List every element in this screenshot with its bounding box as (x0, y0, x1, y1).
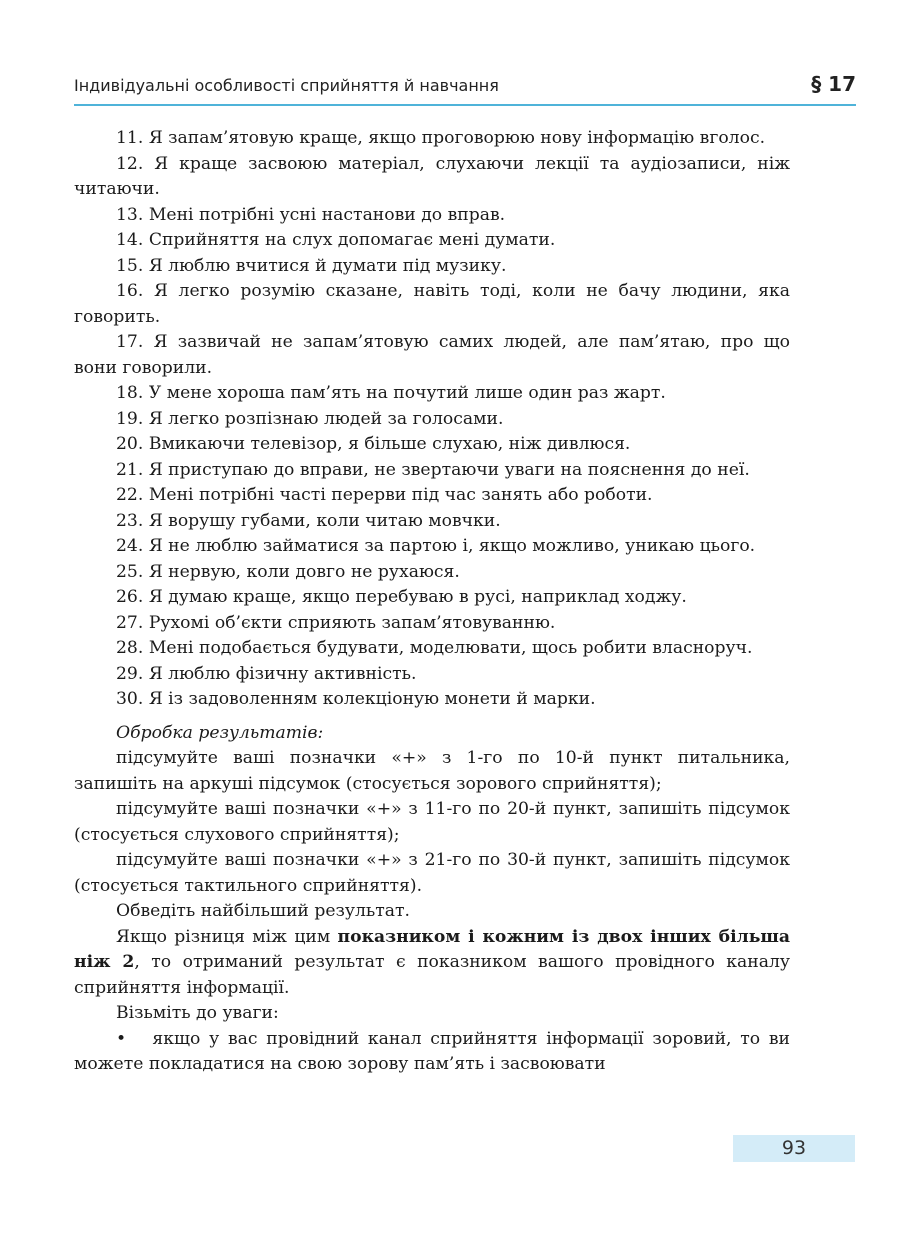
item-number: 19. (116, 408, 144, 429)
item-text: Рухомі об’єкти сприяють запам’ятовуванню. (148, 612, 556, 633)
list-item (74, 152, 790, 203)
list-item (74, 279, 790, 330)
results-paragraph: підсумуйте ваші позначки «+» з 11-го по 20-й пункт, запишіть підсумок (стосується слухового сприйняття); (74, 799, 790, 845)
item-number: 18. (116, 383, 144, 403)
item-text: Я не люблю займатися за партою і, якщо можливо, уникаю цього. (148, 536, 756, 556)
list-item (74, 687, 790, 713)
results-heading: Обробка результатів: (116, 722, 324, 743)
chapter-title: Індивідуальні особливості сприйняття й навчання (74, 76, 499, 95)
item-text: Я із задоволенням колекціоную монети й марки. (148, 689, 596, 709)
list-item (74, 407, 790, 433)
list-item (74, 228, 790, 254)
item-number: 17. (116, 332, 144, 352)
list-item (74, 560, 790, 586)
item-number: 14. (116, 230, 144, 250)
item-number: 30. (116, 689, 144, 709)
item-number: 13. (116, 204, 144, 225)
results-paragraph (74, 925, 790, 1002)
list-item (74, 381, 790, 407)
text-run: Якщо різниця між цим (116, 926, 338, 947)
bullet-item (74, 1027, 790, 1078)
results-paragraph: Візьміть до уваги: (116, 1003, 279, 1023)
list-item (74, 662, 790, 688)
item-text: Я запам’ятовую краще, якщо проговорюю нову інформацію вголос. (148, 128, 766, 148)
item-number: 27. (116, 612, 144, 633)
list-item (74, 254, 790, 280)
page-content (74, 126, 790, 1078)
item-text: Я думаю краще, якщо перебуваю в русі, наприклад ходжу. (148, 587, 687, 607)
item-number: 21. (116, 459, 144, 480)
item-text: Я ворушу губами, коли читаю мовчки. (148, 510, 501, 531)
list-item (74, 534, 790, 560)
item-text: Мені подобається будувати, моделювати, щось робити власноруч. (148, 638, 753, 658)
list-item (74, 330, 790, 381)
item-number: 24. (116, 536, 144, 556)
item-number: 23. (116, 510, 144, 531)
page-number: 93 (733, 1135, 855, 1162)
item-number: 28. (116, 638, 144, 658)
item-text: Я люблю фізичну активність. (148, 663, 417, 684)
bullet-mark: • (116, 1028, 127, 1049)
item-text: Я легко розпізнаю людей за голосами. (148, 408, 504, 429)
list-item (74, 585, 790, 611)
item-text: Я нервую, коли довго не рухаюся. (148, 561, 460, 582)
item-number: 12. (116, 153, 144, 174)
item-number: 25. (116, 561, 144, 582)
results-paragraph: підсумуйте ваші позначки «+» з 21-го по 30-й пункт, запишіть підсумок (стосується тактильного сприйняття). (74, 850, 790, 896)
list-item (74, 432, 790, 458)
item-text: Сприйняття на слух допомагає мені думати. (148, 230, 556, 250)
list-item (74, 458, 790, 484)
item-text: У мене хороша пам’ять на почутий лише один раз жарт. (148, 383, 666, 403)
questionnaire-list (74, 126, 790, 713)
bold-text: показником і кожним із двох інших більша ніж 2 (74, 926, 790, 972)
item-number: 11. (116, 128, 144, 148)
list-item (74, 509, 790, 535)
section-number: § 17 (811, 72, 856, 96)
list-item (74, 483, 790, 509)
page-header (74, 70, 856, 106)
text-run: , то отриманий результат є показником вашого провідного каналу сприйняття інформації. (74, 952, 790, 998)
item-number: 29. (116, 663, 144, 684)
item-number: 26. (116, 587, 144, 607)
results-paragraph: Обведіть найбільший результат. (116, 901, 410, 921)
list-item (74, 636, 790, 662)
item-text: Я краще засвоюю матеріал, слухаючи лекції та аудіозаписи, ніж читаючи. (74, 153, 790, 199)
item-number: 20. (116, 434, 144, 454)
item-number: 15. (116, 255, 144, 276)
item-text: Я люблю вчитися й думати під музику. (148, 255, 507, 276)
list-item (74, 611, 790, 637)
item-text: Я зазвичай не запам’ятовую самих людей, але пам’ятаю, про що вони говорили. (74, 332, 790, 378)
results-paragraph: підсумуйте ваші позначки «+» з 1-го по 10-й пункт питальника, запишіть на аркуші підсумок (стосується зорового сприйняття); (74, 748, 790, 794)
item-number: 22. (116, 485, 144, 505)
item-text: Я легко розумію сказане, навіть тоді, коли не бачу людини, яка говорить. (74, 281, 790, 327)
list-item (74, 126, 790, 152)
item-number: 16. (116, 281, 144, 301)
item-text: Мені потрібні усні настанови до вправ. (148, 204, 506, 225)
item-text: Я приступаю до вправи, не звертаючи уваги на пояснення до неї. (148, 459, 750, 480)
item-text: Вмикаючи телевізор, я більше слухаю, ніж дивлюся. (148, 434, 631, 454)
item-text: Мені потрібні часті перерви під час занять або роботи. (148, 485, 653, 505)
bullet-text: якщо у вас провідний канал сприйняття інформації зоровий, то ви можете покладатися на свою зорову пам’ять і засвоювати (74, 1028, 790, 1074)
results-section (74, 721, 790, 1078)
list-item (74, 203, 790, 229)
